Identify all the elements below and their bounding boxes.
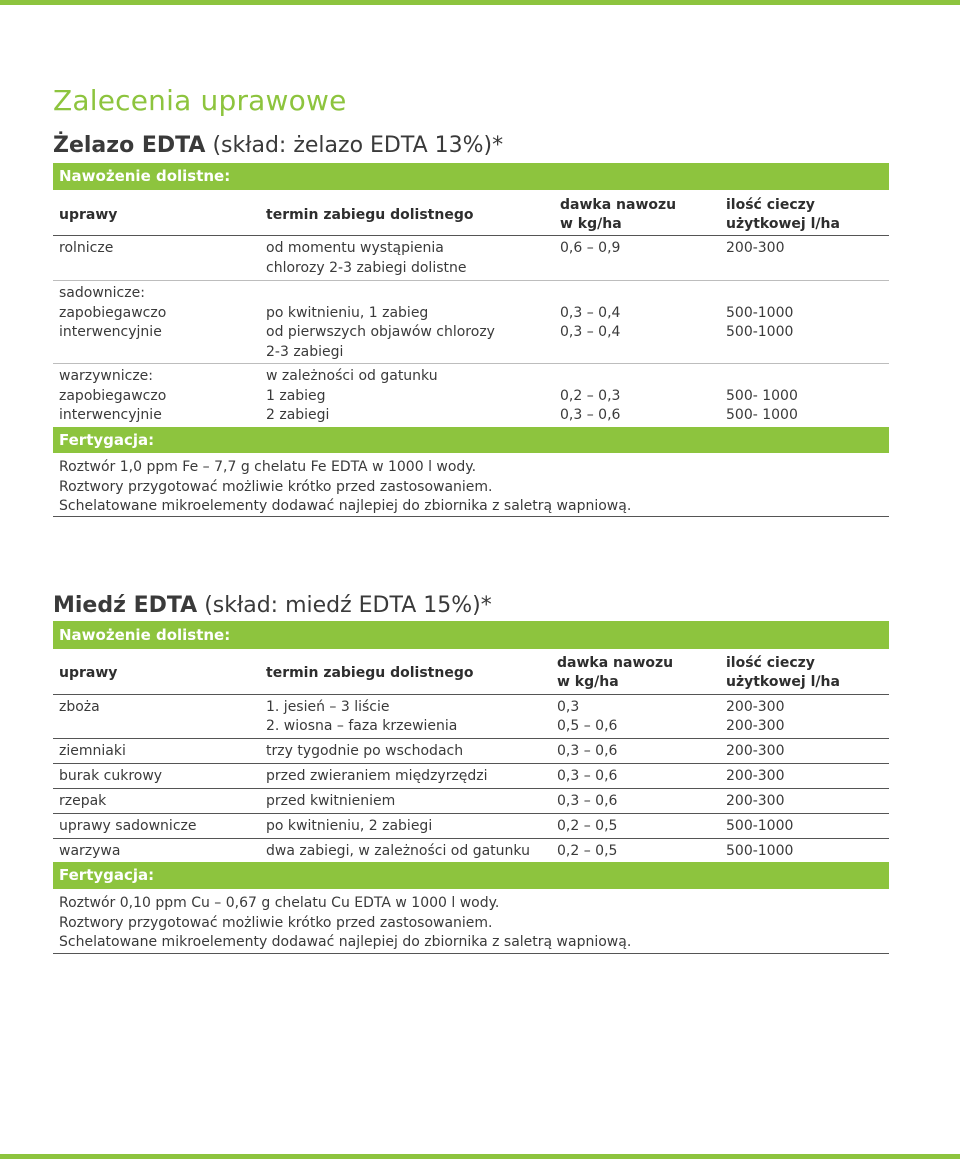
row-crop: burak cukrowy (59, 768, 163, 784)
row-dose-line1: 0,3 (557, 699, 580, 715)
row-liquid: 500- 1000 (726, 407, 798, 423)
row-timing-line1: od pierwszych objawów chlorozy (266, 324, 495, 340)
row-liquid: 200-300 (726, 793, 785, 809)
row-dose: 0,6 – 0,9 (560, 240, 621, 256)
header-dose-line2: w kg/ha (557, 674, 619, 690)
row-liquid: 500-1000 (726, 843, 794, 859)
header-dose-line1: dawka nawozu (560, 197, 677, 213)
header-crops: uprawy (59, 665, 118, 681)
row-divider (53, 738, 889, 739)
product-composition: (skład: żelazo EDTA 13%)* (212, 133, 504, 158)
product-title-copper (53, 593, 492, 618)
header-divider (53, 694, 889, 695)
row-dose-line2: 0,5 – 0,6 (557, 718, 618, 734)
product-title-iron (53, 133, 503, 158)
row-dose: 0,2 – 0,5 (557, 843, 618, 859)
group-label: warzywnicze: (59, 368, 154, 384)
row-timing: 2 zabiegi (266, 407, 330, 423)
fertigation-label: Fertygacja: (59, 866, 155, 884)
foliar-label: Nawożenie dolistne: (59, 167, 231, 185)
product-name: Żelazo EDTA (53, 133, 206, 158)
row-timing: trzy tygodnie po wschodach (266, 743, 464, 759)
foliar-bar-iron (53, 163, 889, 190)
row-liquid: 500- 1000 (726, 388, 798, 404)
header-liquid-line1: ilość cieczy (726, 655, 815, 671)
row-liquid-line2: 200-300 (726, 718, 785, 734)
row-timing-line2: chlorozy 2-3 zabiegi dolistne (266, 260, 467, 276)
row-crop: warzywa (59, 843, 121, 859)
row-timing-line2: 2-3 zabiegi (266, 344, 344, 360)
page-title: Zalecenia uprawowe (53, 84, 347, 117)
row-dose: 0,3 – 0,6 (557, 768, 618, 784)
header-timing: termin zabiegu dolistnego (266, 207, 474, 223)
fertigation-note: Roztwory przygotować możliwie krótko przed zastosowaniem. (59, 915, 493, 931)
header-timing: termin zabiegu dolistnego (266, 665, 474, 681)
fertigation-note: Roztwór 1,0 ppm Fe – 7,7 g chelatu Fe EDTA w 1000 l wody. (59, 459, 477, 475)
header-liquid-line2: użytkowej l/ha (726, 216, 840, 232)
row-liquid-line1: 200-300 (726, 699, 785, 715)
row-crop: zapobiegawczo (59, 388, 167, 404)
row-timing: po kwitnieniu, 1 zabieg (266, 305, 429, 321)
row-divider (53, 763, 889, 764)
product-name: Miedź EDTA (53, 593, 198, 618)
row-crop: ziemniaki (59, 743, 126, 759)
foliar-bar-copper (53, 621, 889, 649)
fertigation-bar-copper (53, 862, 889, 889)
row-liquid: 500-1000 (726, 324, 794, 340)
row-divider (53, 280, 889, 281)
row-timing: w zależności od gatunku (266, 368, 438, 384)
header-dose-line1: dawka nawozu (557, 655, 674, 671)
row-timing: przed kwitnieniem (266, 793, 396, 809)
row-crop: interwencyjnie (59, 324, 162, 340)
row-timing: 1 zabieg (266, 388, 326, 404)
row-dose: 0,3 – 0,6 (557, 743, 618, 759)
fertigation-note: Roztwór 0,10 ppm Cu – 0,67 g chelatu Cu EDTA w 1000 l wody. (59, 895, 500, 911)
row-crop: uprawy sadownicze (59, 818, 197, 834)
row-timing: przed zwieraniem międzyrzędzi (266, 768, 488, 784)
row-divider (53, 813, 889, 814)
section-end-divider (53, 516, 889, 517)
row-timing-line1: 1. jesień – 3 liście (266, 699, 390, 715)
row-timing: po kwitnieniu, 2 zabiegi (266, 818, 433, 834)
row-dose: 0,2 – 0,3 (560, 388, 621, 404)
fertigation-note: Schelatowane mikroelementy dodawać najlepiej do zbiornika z saletrą wapniową. (59, 498, 632, 514)
row-dose: 0,2 – 0,5 (557, 818, 618, 834)
header-divider (53, 235, 889, 236)
fertigation-note: Roztwory przygotować możliwie krótko przed zastosowaniem. (59, 479, 493, 495)
row-liquid: 500-1000 (726, 305, 794, 321)
bottom-accent-bar (0, 1154, 960, 1159)
row-divider (53, 788, 889, 789)
row-dose: 0,3 – 0,6 (557, 793, 618, 809)
row-liquid: 200-300 (726, 768, 785, 784)
fertigation-label: Fertygacja: (59, 431, 155, 449)
header-crops: uprawy (59, 207, 118, 223)
header-liquid-line2: użytkowej l/ha (726, 674, 840, 690)
foliar-label: Nawożenie dolistne: (59, 626, 231, 644)
header-dose-line2: w kg/ha (560, 216, 622, 232)
row-crop: rzepak (59, 793, 107, 809)
fertigation-bar-iron (53, 427, 889, 453)
top-accent-bar (0, 0, 960, 5)
row-timing: dwa zabiegi, w zależności od gatunku (266, 843, 530, 859)
row-crop: interwencyjnie (59, 407, 162, 423)
row-timing-line2: 2. wiosna – faza krzewienia (266, 718, 458, 734)
row-dose: 0,3 – 0,4 (560, 305, 621, 321)
row-crop: zboża (59, 699, 100, 715)
row-liquid: 500-1000 (726, 818, 794, 834)
row-liquid: 200-300 (726, 240, 785, 256)
row-timing-line1: od momentu wystąpienia (266, 240, 444, 256)
group-label: sadownicze: (59, 285, 145, 301)
row-liquid: 200-300 (726, 743, 785, 759)
product-composition: (skład: miedź EDTA 15%)* (204, 593, 492, 618)
fertigation-note: Schelatowane mikroelementy dodawać najlepiej do zbiornika z saletrą wapniową. (59, 934, 632, 950)
row-dose: 0,3 – 0,6 (560, 407, 621, 423)
header-liquid-line1: ilość cieczy (726, 197, 815, 213)
row-divider (53, 838, 889, 839)
row-crop: rolnicze (59, 240, 114, 256)
row-dose: 0,3 – 0,4 (560, 324, 621, 340)
section-end-divider (53, 953, 889, 954)
row-crop: zapobiegawczo (59, 305, 167, 321)
row-divider (53, 363, 889, 364)
